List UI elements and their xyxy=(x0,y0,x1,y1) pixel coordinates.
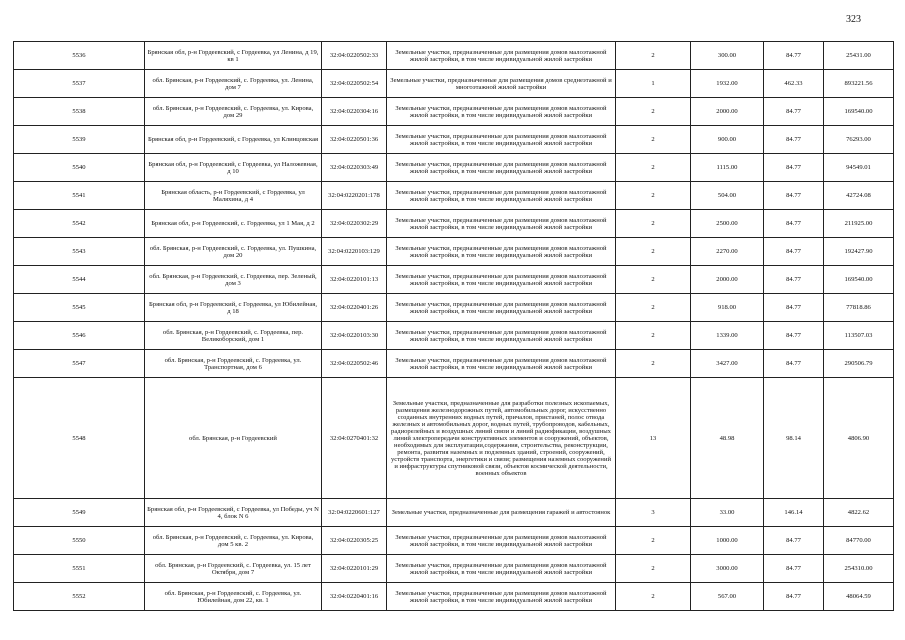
use-group-cell: 2 xyxy=(616,238,691,266)
cadastral-value-cell: 290506.79 xyxy=(824,350,894,378)
use-group-cell: 2 xyxy=(616,210,691,238)
area-cell: 2500.00 xyxy=(691,210,764,238)
address-cell: обл. Брянская, р-н Гордеевский, с. Гордеевка, пер. Зеленый, дом 3 xyxy=(145,266,322,294)
table-row xyxy=(14,583,894,611)
cadastral-number-cell: 32:04:0220305:25 xyxy=(322,527,387,555)
address-cell: Брянская обл, р-н Гордеевский, с Гордеевка, ул Клинцовская xyxy=(145,126,322,154)
use-group-cell: 2 xyxy=(616,322,691,350)
cadastral-number-cell: 32:04:0220302:29 xyxy=(322,210,387,238)
cadastral-value-cell: 42724.08 xyxy=(824,182,894,210)
address-cell: Брянская обл, р-н Гордеевский, с. Гордеевка, ул 1 Мая, д 2 xyxy=(145,210,322,238)
row-number: 5540 xyxy=(14,154,145,182)
cadastral-number-cell: 32:04:0220601:127 xyxy=(322,499,387,527)
address-cell: обл. Брянская, р-н Гордеевский, с. Гордеевка, ул. 15 лет Октября, дом 7 xyxy=(145,555,322,583)
address-cell: обл. Брянская, р-н Гордеевский, с. Гордеевка, ул. Кирова, дом 29 xyxy=(145,98,322,126)
row-number: 5545 xyxy=(14,294,145,322)
area-cell: 1339.00 xyxy=(691,322,764,350)
row-number: 5550 xyxy=(14,527,145,555)
use-group-cell: 1 xyxy=(616,70,691,98)
row-number: 5544 xyxy=(14,266,145,294)
row-number: 5548 xyxy=(14,378,145,499)
area-cell: 300.00 xyxy=(691,42,764,70)
table-row xyxy=(14,555,894,583)
specific-value-cell: 84.77 xyxy=(764,98,824,126)
cadastral-value-cell: 169540.00 xyxy=(824,98,894,126)
area-cell: 1115.00 xyxy=(691,154,764,182)
use-group-cell: 2 xyxy=(616,126,691,154)
land-use-purpose-cell: Земельные участки, предназначенные для размещения домов малоэтажной жилой застройки, в том числе индивидуальной жилой застройки xyxy=(387,42,616,70)
cadastral-number-cell: 32:04:0220502:54 xyxy=(322,70,387,98)
land-use-purpose-cell: Земельные участки, предназначенные для размещения гаражей и автостоянок xyxy=(387,499,616,527)
area-cell: 918.00 xyxy=(691,294,764,322)
table-row xyxy=(14,378,894,499)
area-cell: 48.98 xyxy=(691,378,764,499)
table-row xyxy=(14,527,894,555)
land-use-purpose-cell: Земельные участки, предназначенные для размещения домов малоэтажной жилой застройки, в том числе индивидуальной жилой застройки xyxy=(387,210,616,238)
table-row xyxy=(14,98,894,126)
address-cell: Брянская обл, р-н Гордеевский, с Гордеевка, ул Наложевная, д 10 xyxy=(145,154,322,182)
area-cell: 504.00 xyxy=(691,182,764,210)
cadastral-value-cell: 77818.86 xyxy=(824,294,894,322)
cadastral-number-cell: 32:04:0220303:49 xyxy=(322,154,387,182)
use-group-cell: 2 xyxy=(616,98,691,126)
cadastral-number-cell: 32:04:0220101:13 xyxy=(322,266,387,294)
use-group-cell: 2 xyxy=(616,527,691,555)
cadastral-value-cell: 192427.90 xyxy=(824,238,894,266)
cadastral-value-cell: 25431.00 xyxy=(824,42,894,70)
table-row xyxy=(14,126,894,154)
land-use-purpose-cell: Земельные участки, предназначенные для размещения домов малоэтажной жилой застройки, в том числе индивидуальной жилой застройки xyxy=(387,322,616,350)
cadastral-value-table xyxy=(13,41,894,611)
area-cell: 1000.00 xyxy=(691,527,764,555)
table-row xyxy=(14,322,894,350)
cadastral-value-cell: 211925.00 xyxy=(824,210,894,238)
table-row xyxy=(14,182,894,210)
land-use-purpose-cell: Земельные участки, предназначенные для размещения домов малоэтажной жилой застройки, в том числе индивидуальной жилой застройки xyxy=(387,583,616,611)
row-number: 5547 xyxy=(14,350,145,378)
land-use-purpose-cell: Земельные участки, предназначенные для размещения домов среднеэтажной и многоэтажной жилой застройки xyxy=(387,70,616,98)
cadastral-number-cell: 32:04:0220502:46 xyxy=(322,350,387,378)
address-cell: обл. Брянская, р-н Гордеевский, с. Гордеевка, ул. Пушкина, дом 20 xyxy=(145,238,322,266)
use-group-cell: 2 xyxy=(616,583,691,611)
cadastral-value-cell: 84770.00 xyxy=(824,527,894,555)
table-row xyxy=(14,266,894,294)
cadastral-number-cell: 32:04:0220103:30 xyxy=(322,322,387,350)
row-number: 5552 xyxy=(14,583,145,611)
cadastral-number-cell: 32:04:0220401:26 xyxy=(322,294,387,322)
specific-value-cell: 84.77 xyxy=(764,238,824,266)
table-row xyxy=(14,238,894,266)
specific-value-cell: 84.77 xyxy=(764,266,824,294)
land-use-purpose-cell: Земельные участки, предназначенные для размещения домов малоэтажной жилой застройки, в том числе индивидуальной жилой застройки xyxy=(387,350,616,378)
table-row xyxy=(14,210,894,238)
row-number: 5541 xyxy=(14,182,145,210)
table-body xyxy=(14,42,894,611)
row-number: 5539 xyxy=(14,126,145,154)
specific-value-cell: 84.77 xyxy=(764,126,824,154)
address-cell: обл. Брянская, р-н Гордеевский, с. Гордеевка, ул. Транспортная, дом 6 xyxy=(145,350,322,378)
use-group-cell: 13 xyxy=(616,378,691,499)
land-use-purpose-cell: Земельные участки, предназначенные для размещения домов малоэтажной жилой застройки, в том числе индивидуальной жилой застройки xyxy=(387,555,616,583)
table-row xyxy=(14,42,894,70)
table-row xyxy=(14,350,894,378)
page-number: 323 xyxy=(846,14,861,25)
area-cell: 900.00 xyxy=(691,126,764,154)
row-number: 5538 xyxy=(14,98,145,126)
address-cell: Брянская область, р-н Гордеевский, с Гордеевка, ул Маляхина, д 4 xyxy=(145,182,322,210)
specific-value-cell: 84.77 xyxy=(764,555,824,583)
address-cell: Брянская обл, р-н Гордеевский, с Гордеевка, ул Победы, уч N 4, блок N 6 xyxy=(145,499,322,527)
cadastral-number-cell: 32:04:0220502:33 xyxy=(322,42,387,70)
area-cell: 2000.00 xyxy=(691,266,764,294)
area-cell: 2000.00 xyxy=(691,98,764,126)
specific-value-cell: 84.77 xyxy=(764,294,824,322)
land-use-purpose-cell: Земельные участки, предназначенные для размещения домов малоэтажной жилой застройки, в том числе индивидуальной жилой застройки xyxy=(387,98,616,126)
row-number: 5542 xyxy=(14,210,145,238)
specific-value-cell: 84.77 xyxy=(764,42,824,70)
cadastral-number-cell: 32:04:0220101:29 xyxy=(322,555,387,583)
address-cell: обл. Брянская, р-н Гордеевский, с. Гордеевка, ул. Юбилейная, дом 22, кв. 1 xyxy=(145,583,322,611)
specific-value-cell: 146.14 xyxy=(764,499,824,527)
cadastral-value-cell: 4822.62 xyxy=(824,499,894,527)
area-cell: 33.00 xyxy=(691,499,764,527)
area-cell: 3000.00 xyxy=(691,555,764,583)
cadastral-number-cell: 32:04:0270401:32 xyxy=(322,378,387,499)
specific-value-cell: 84.77 xyxy=(764,182,824,210)
specific-value-cell: 84.77 xyxy=(764,350,824,378)
cadastral-value-cell: 254310.00 xyxy=(824,555,894,583)
cadastral-value-cell: 113507.03 xyxy=(824,322,894,350)
land-use-purpose-cell: Земельные участки, предназначенные для размещения домов малоэтажной жилой застройки, в том числе индивидуальной жилой застройки xyxy=(387,154,616,182)
area-cell: 3427.00 xyxy=(691,350,764,378)
cadastral-number-cell: 32:04:0220401:16 xyxy=(322,583,387,611)
address-cell: обл. Брянская, р-н Гордеевский, с. Гордеевка, ул. Кирова, дом 5 кв. 2 xyxy=(145,527,322,555)
use-group-cell: 2 xyxy=(616,350,691,378)
cadastral-value-cell: 94549.01 xyxy=(824,154,894,182)
area-cell: 2270.00 xyxy=(691,238,764,266)
row-number: 5536 xyxy=(14,42,145,70)
specific-value-cell: 84.77 xyxy=(764,527,824,555)
table-row xyxy=(14,294,894,322)
land-use-purpose-cell: Земельные участки, предназначенные для размещения домов малоэтажной жилой застройки, в том числе индивидуальной жилой застройки xyxy=(387,238,616,266)
cadastral-number-cell: 32:04:0220201:178 xyxy=(322,182,387,210)
land-use-purpose-cell: Земельные участки, предназначенные для размещения домов малоэтажной жилой застройки, в том числе индивидуальной жилой застройки xyxy=(387,126,616,154)
table-row xyxy=(14,70,894,98)
cadastral-number-cell: 32:04:0220304:16 xyxy=(322,98,387,126)
address-cell: обл. Брянская, р-н Гордеевский xyxy=(145,378,322,499)
cadastral-number-cell: 32:04:0220501:36 xyxy=(322,126,387,154)
land-use-purpose-cell: Земельные участки, предназначенные для размещения домов малоэтажной жилой застройки, в том числе индивидуальной жилой застройки xyxy=(387,294,616,322)
address-cell: обл. Брянская, р-н Гордеевский, с. Гордеевка, ул. Ленина, дом 7 xyxy=(145,70,322,98)
use-group-cell: 3 xyxy=(616,499,691,527)
row-number: 5549 xyxy=(14,499,145,527)
specific-value-cell: 84.77 xyxy=(764,210,824,238)
row-number: 5551 xyxy=(14,555,145,583)
use-group-cell: 2 xyxy=(616,266,691,294)
area-cell: 567.00 xyxy=(691,583,764,611)
row-number: 5543 xyxy=(14,238,145,266)
address-cell: Брянская обл, р-н Гордеевский, с Гордеевка, ул Юбилейная, д 18 xyxy=(145,294,322,322)
cadastral-value-cell: 169540.00 xyxy=(824,266,894,294)
cadastral-value-cell: 76293.00 xyxy=(824,126,894,154)
use-group-cell: 2 xyxy=(616,182,691,210)
specific-value-cell: 84.77 xyxy=(764,322,824,350)
cadastral-value-cell: 4806.90 xyxy=(824,378,894,499)
use-group-cell: 2 xyxy=(616,294,691,322)
address-cell: Брянская обл, р-н Гордеевский, с Гордеевка, ул Ленина, д 19, кв 1 xyxy=(145,42,322,70)
specific-value-cell: 98.14 xyxy=(764,378,824,499)
land-use-purpose-cell: Земельные участки, предназначенные для размещения домов малоэтажной жилой застройки, в том числе индивидуальной жилой застройки xyxy=(387,527,616,555)
specific-value-cell: 84.77 xyxy=(764,583,824,611)
area-cell: 1932.00 xyxy=(691,70,764,98)
cadastral-value-cell: 48064.59 xyxy=(824,583,894,611)
use-group-cell: 2 xyxy=(616,42,691,70)
address-cell: обл. Брянская, р-н Гордеевский, с. Гордеевка, пер. Великоборский, дом 1 xyxy=(145,322,322,350)
use-group-cell: 2 xyxy=(616,154,691,182)
row-number: 5537 xyxy=(14,70,145,98)
specific-value-cell: 462.33 xyxy=(764,70,824,98)
land-use-purpose-cell: Земельные участки, предназначенные для размещения домов малоэтажной жилой застройки, в том числе индивидуальной жилой застройки xyxy=(387,182,616,210)
cadastral-value-cell: 893221.56 xyxy=(824,70,894,98)
cadastral-number-cell: 32:04:0220103:129 xyxy=(322,238,387,266)
land-use-purpose-cell: Земельные участки, предназначенные для разработки полезных ископаемых, размещения железнодорожных путей, автомобильных дорог, искусственно созданных внутренних водных путей, причалов, пристаней, полос отвода железных и автомобильных дорог, водных путей, трубопроводов, кабельных, радиорелейных и воздушных линий связи и линий радиофикации, воздушных линий электропередачи конструктивных элементов и сооружений, объектов, необходимых для эксплуатации,содержания, строительства, реконструкции, ремонта, развития наземных и подземных зданий, строений, сооружений, устройств транспорта, энергетики и связи; размещения наземных сооружений и инфраструктуры спутниковой связи, объектов космической деятельности, военных объектов xyxy=(387,378,616,499)
row-number: 5546 xyxy=(14,322,145,350)
table-row xyxy=(14,154,894,182)
specific-value-cell: 84.77 xyxy=(764,154,824,182)
table-row xyxy=(14,499,894,527)
land-use-purpose-cell: Земельные участки, предназначенные для размещения домов малоэтажной жилой застройки, в том числе индивидуальной жилой застройки xyxy=(387,266,616,294)
use-group-cell: 2 xyxy=(616,555,691,583)
